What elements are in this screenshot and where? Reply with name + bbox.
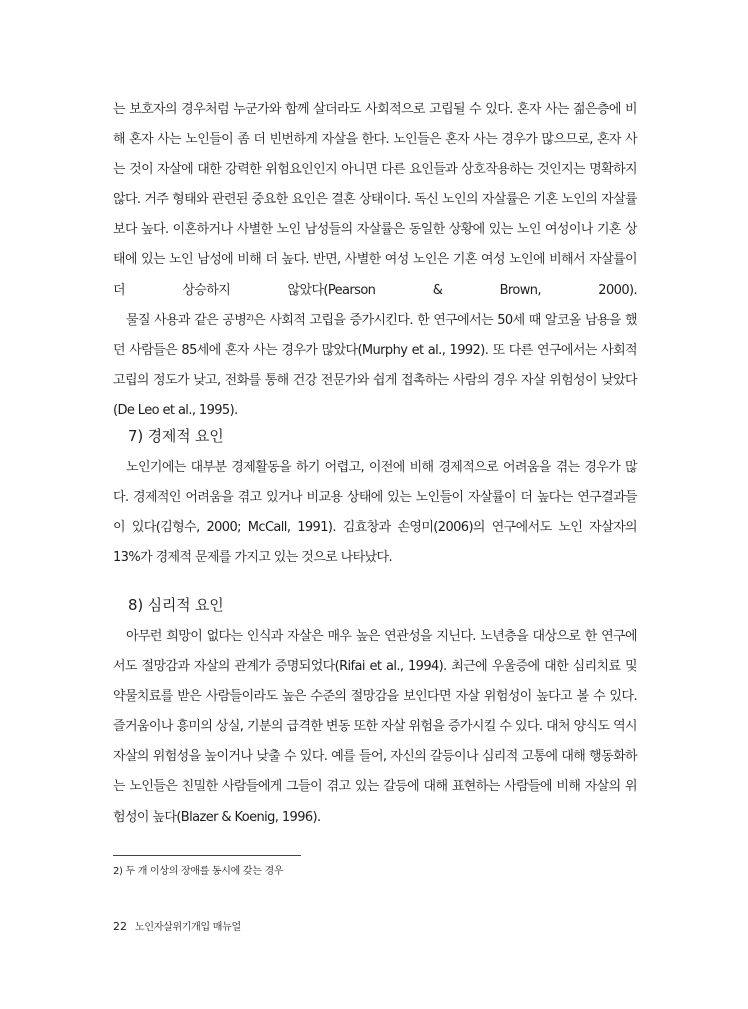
document-title: 노인자살위기개입 매뉴얼	[135, 922, 241, 933]
heading-psychological-factors: 8) 심리적 요인	[128, 596, 224, 614]
body-text-top	[113, 95, 637, 426]
paragraph-psychological-factors: 아무런 희망이 없다는 인식과 자살은 매우 높은 연관성을 지닌다. 노년층을 대상으로 한 연구에서도 절망감과 자살의 관계가 증명되었다(Rifai et al., 1994). 최근에 우울증에 대한 심리치료 및 약물치료를 받은 사람들이라도 높은 수준의 절망감을 보인다면 자살 위험성이 높다고 볼 수 있다. 즐거움이나 흥미의 상실, 기분의 급격한 변동 또한 자살 위험을 증가시킬 수 있다. 대처 양식도 역시 자살의 위험성을 높이거나 낮출 수 있다. 예를 들어, 자신의 갈등이나 심리적 고통에 대해 행동화하는 노인들은 친밀한 사람들에게 그들이 겪고 있는 갈등에 대해 표현하는 사람들에 비해 자살의 위험성이 높다(Blazer & Koenig, 1996).	[113, 629, 637, 825]
paragraph-substance-use	[113, 306, 637, 426]
footnote-divider	[113, 855, 301, 856]
paragraph-living-alone: 는 보호자의 경우처럼 누군가와 함께 살더라도 사회적으로 고립될 수 있다. 혼자 사는 젊은층에 비해 혼자 사는 노인들이 좀 더 빈번하게 자살을 한다. 노인들은 혼자 사는 경우가 많으므로, 혼자 사는 것이 자살에 대한 강력한 위험요인인지 아니면 다른 요인들과 상호작용하는 것인지는 명확하지 않다. 거주 형태와 관련된 중요한 요인은 결혼 상태이다. 독신 노인의 자살률은 기혼 노인의 자살률보다 높다. 이혼하거나 사별한 노인 남성들의 자살률은 동일한 상황에 있는 노인 여성이나 기혼 상태에 있는 노인 남성에 비해 더 높다. 반면, 사별한 여성 노인은 기혼 여성 노인에 비해서 자살률이 더 상승하지 않았다(Pearson & Brown, 2000).	[113, 102, 637, 298]
paragraph-text-before-note: 물질 사용과 같은 공병	[126, 312, 247, 328]
body-text-psychological	[113, 622, 637, 833]
paragraph-text-after-note: 은 사회적 고립을 증가시킨다. 한 연구에서는 50세 때 알코올 남용을 했던 사람들은 85세에 혼자 사는 경우가 많았다(Murphy et al., 1992). 또 다른 연구에서는 사회적 고립의 정도가 낮고, 전화를 통해 건강 전문가와 쉽게 접촉하는 사람의 경우 자살 위험성이 낮았다(De Leo et al., 1995).	[113, 312, 637, 418]
heading-economic-factors: 7) 경제적 요인	[128, 427, 224, 445]
page-footer	[113, 918, 241, 933]
page-number: 22	[113, 920, 127, 933]
paragraph-economic-factors: 노인기에는 대부분 경제활동을 하기 어렵고, 이전에 비해 경제적으로 어려움을 겪는 경우가 많다. 경제적인 어려움을 겪고 있거나 비교용 상태에 있는 노인들이 자살률이 더 높다는 연구결과들이 있다(김형수, 2000; McCall, 1991). 김효창과 손영미(2006)의 연구에서도 노인 자살자의 13%가 경제적 문제를 가지고 있는 것으로 나타났다.	[113, 460, 637, 566]
body-text-economic	[113, 453, 637, 573]
footnote-marker: 2)	[246, 312, 254, 322]
footnote-text: 2) 두 개 이상의 장애를 동시에 갖는 경우	[113, 866, 284, 877]
